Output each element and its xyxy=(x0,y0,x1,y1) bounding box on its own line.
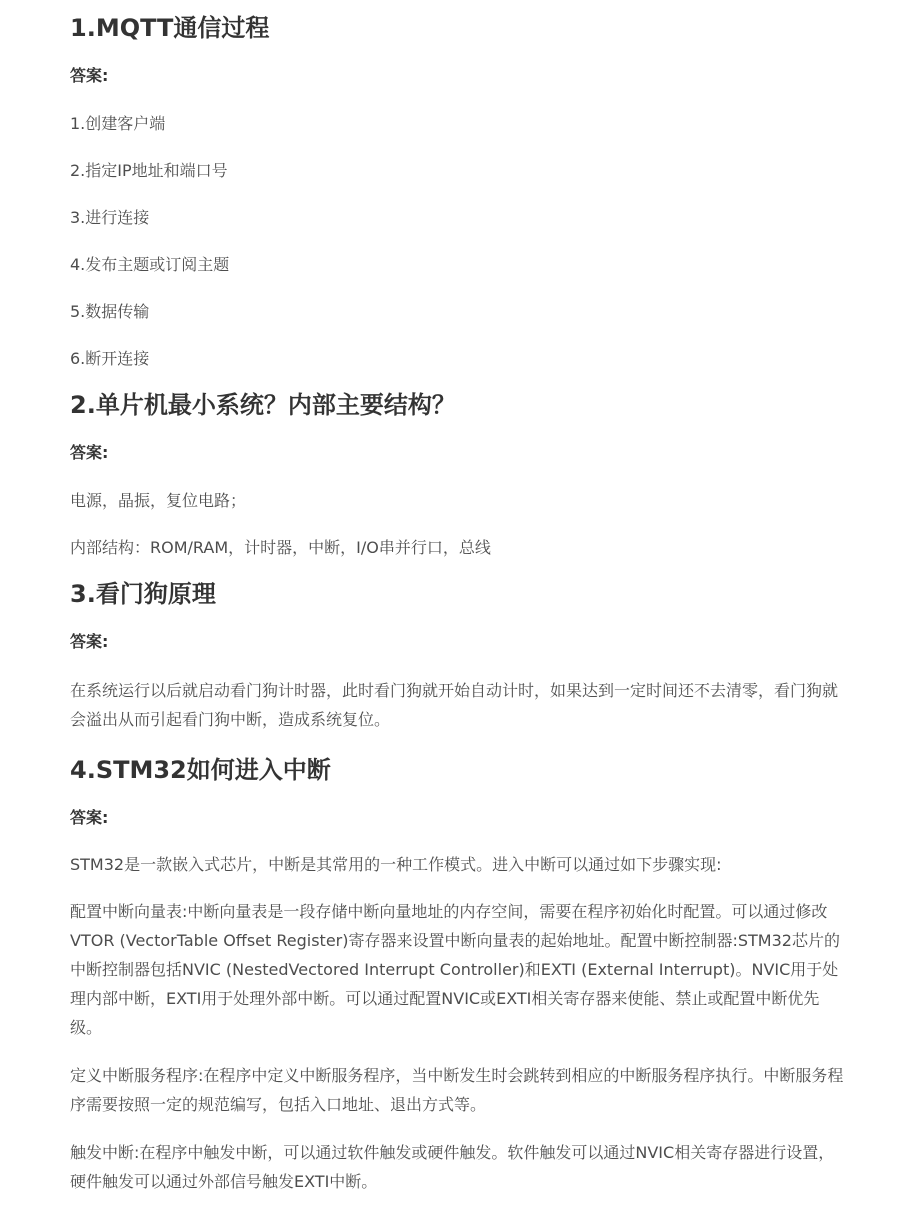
answer-paragraph: 触发中断:在程序中触发中断，可以通过软件触发或硬件触发。软件触发可以通过NVIC相关寄存器进行设置，硬件触发可以通过外部信号触发EXTI中断。 xyxy=(70,1143,835,1191)
section-title-mqtt: 1.MQTT通信过程 xyxy=(70,14,270,42)
article-body xyxy=(70,0,850,1196)
answer-label: 答案: xyxy=(70,443,109,462)
answer-label: 答案: xyxy=(70,808,109,827)
answer-paragraph: 配置中断向量表:中断向量表是一段存储中断向量地址的内存空间，需要在程序初始化时配置。可以通过修改VTOR (VectorTable Offset Register)寄存器来设置中断向量表的起始地址。配置中断控制器:STM32芯片的中断控制器包括NVIC (NestedVectored Interrupt Controller)和EXTI (External Interrupt)。NVIC用于处理内部中断，EXTI用于处理外部中断。可以通过配置NVIC或EXTI相关寄存器来使能、禁止或配置中断优先级。 xyxy=(70,902,840,1037)
answer-paragraph: STM32是一款嵌入式芯片，中断是其常用的一种工作模式。进入中断可以通过如下步骤实现: xyxy=(70,855,722,874)
answer-paragraph: 1.创建客户端 xyxy=(70,114,166,133)
answer-paragraph: 4.发布主题或订阅主题 xyxy=(70,255,230,274)
answer-paragraph: 内部结构：ROM/RAM，计时器，中断，I/O串并行口，总线 xyxy=(70,538,491,557)
answer-paragraph: 电源，晶振，复位电路； xyxy=(70,491,247,510)
answer-paragraph: 2.指定IP地址和端口号 xyxy=(70,161,228,180)
answer-label: 答案: xyxy=(70,66,109,85)
answer-paragraph: 5.数据传输 xyxy=(70,302,150,321)
answer-paragraph: 定义中断服务程序:在程序中定义中断服务程序，当中断发生时会跳转到相应的中断服务程序执行。中断服务程序需要按照一定的规范编写，包括入口地址、退出方式等。 xyxy=(70,1066,844,1114)
section-title-mcu: 2.单片机最小系统？内部主要结构？ xyxy=(70,391,456,419)
answer-label: 答案: xyxy=(70,632,109,651)
section-title-stm32-interrupt: 4.STM32如何进入中断 xyxy=(70,756,331,784)
answer-paragraph: 3.进行连接 xyxy=(70,208,150,227)
answer-paragraph: 6.断开连接 xyxy=(70,349,150,368)
section-title-watchdog: 3.看门狗原理 xyxy=(70,580,216,608)
answer-paragraph: 在系统运行以后就启动看门狗计时器，此时看门狗就开始自动计时，如果达到一定时间还不去清零，看门狗就会溢出从而引起看门狗中断，造成系统复位。 xyxy=(70,681,839,729)
